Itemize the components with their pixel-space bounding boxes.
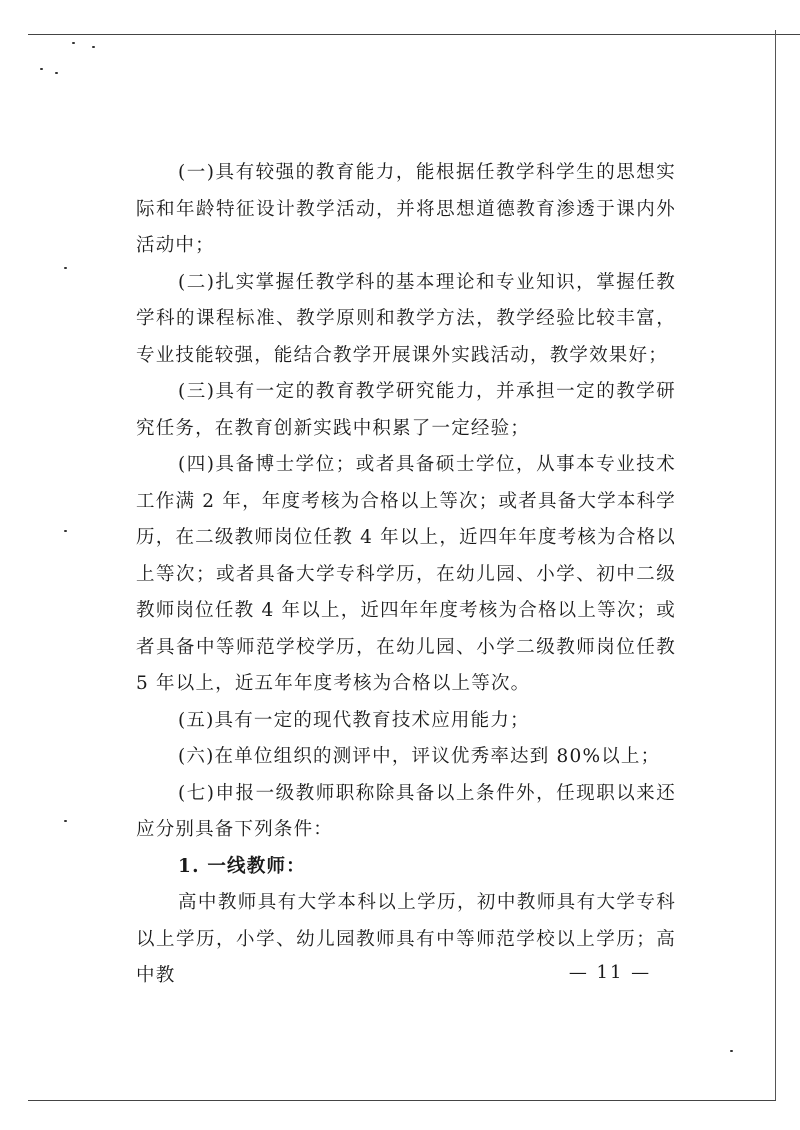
- scan-speck: [730, 1050, 733, 1052]
- paragraph-1: (一)具有较强的教育能力，能根据任教学科学生的思想实际和年龄特征设计教学活动，并将思想道德教育渗透于课内外活动中；: [136, 162, 676, 256]
- paragraph-8: 高中教师具有大学本科以上学历，初中教师具有大学专科以上学历，小学、幼儿园教师具有中等师范学校以上学历；高中教: [136, 892, 676, 986]
- scan-speck: [64, 530, 67, 532]
- scan-speck: [72, 42, 75, 44]
- document-body: [136, 155, 676, 995]
- paragraph-4: (四)具备博士学位；或者具备硕士学位，从事本专业技术工作满 2 年，年度考核为合格以上等次；或者具备大学本科学历，在二级教师岗位任教 4 年以上，近四年年度考核为合格以上等次；或者具备大学专科学历，在幼儿园、小学、初中二级教师岗位任教 4 年以上，近四年年度考核为合格以上等次；或者具备中等师范学校学历，在幼儿园、小学二级教师岗位任教 5 年以上，近五年年度考核为合格以上等次。: [136, 454, 676, 694]
- scan-speck: [92, 46, 95, 48]
- paragraph-2: (二)扎实掌握任教学科的基本理论和专业知识，掌握任教学科的课程标准、教学原则和教学方法，教学经验比较丰富，专业技能较强，能结合教学开展课外实践活动，教学效果好；: [136, 271, 676, 366]
- scan-border-top: [28, 34, 800, 35]
- paragraph-5: (五)具有一定的现代教育技术应用能力；: [178, 709, 530, 731]
- paragraph-7: (七)申报一级教师职称除具备以上条件外，任现职以来还应分别具备下列条件：: [136, 782, 676, 840]
- subheading-frontline-teachers: 1. 一线教师：: [178, 855, 306, 877]
- scan-speck: [64, 820, 67, 822]
- scan-speck: [64, 267, 67, 269]
- scan-speck: [55, 72, 58, 74]
- scan-speck: [40, 68, 43, 70]
- paragraph-3: (三)具有一定的教育教学研究能力，并承担一定的教学研究任务，在教育创新实践中积累了一定经验；: [136, 381, 676, 439]
- scan-border-right: [775, 30, 776, 1100]
- scan-border-bottom: [28, 1100, 776, 1101]
- paragraph-6: (六)在单位组织的测评中，评议优秀率达到 80%以上；: [178, 746, 661, 767]
- page-number: — 11 —: [568, 962, 652, 983]
